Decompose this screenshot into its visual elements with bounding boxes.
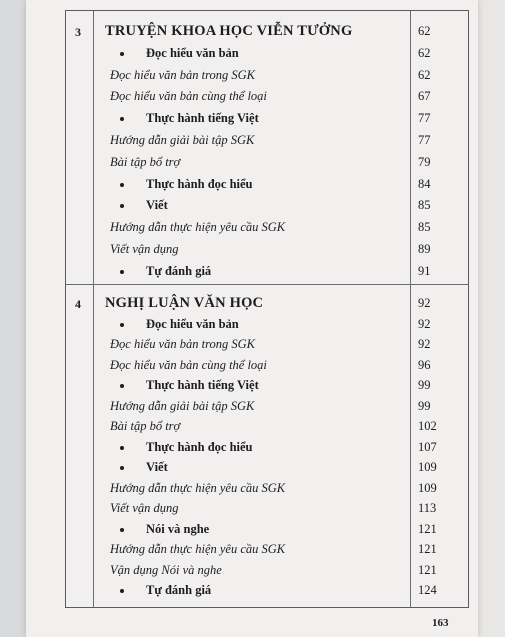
- toc-heading-row: [66, 582, 470, 604]
- toc-page-number: 99: [418, 378, 431, 392]
- toc-item-row: [66, 67, 470, 89]
- toc-page-number: 92: [418, 296, 431, 310]
- bullet-icon: [120, 183, 124, 187]
- toc-page-number: 62: [418, 67, 431, 82]
- toc-page-number: 85: [418, 220, 431, 235]
- toc-page-number: 77: [418, 133, 431, 147]
- bullet-icon: [120, 117, 124, 121]
- toc-entry-text: Hướng dẫn thực hiện yêu cầu SGK: [110, 542, 286, 556]
- toc-page-number: 109: [418, 480, 437, 495]
- toc-entry-text: Tự đánh giá: [146, 583, 212, 597]
- toc-item-row: [66, 219, 470, 241]
- toc-heading-row: [66, 176, 470, 198]
- toc-entry-text: Bài tập bổ trợ: [110, 419, 181, 433]
- toc-entry-text: Bài tập bổ trợ: [110, 154, 181, 169]
- toc-page-number: 109: [418, 460, 437, 474]
- toc-heading-row: [66, 521, 470, 543]
- toc-page-number: 84: [418, 176, 431, 191]
- bullet-icon: [120, 323, 124, 327]
- bullet-icon: [120, 446, 124, 450]
- toc-item-row: [66, 398, 470, 420]
- toc-page-number: 91: [418, 263, 431, 278]
- bullet-icon: [120, 204, 124, 208]
- toc-entry-text: Nói và nghe: [146, 521, 210, 536]
- bullet-icon: [120, 270, 124, 274]
- toc-entry-text: Viết: [146, 198, 168, 213]
- toc-heading-row: [66, 263, 470, 285]
- toc-entry-text: Đọc hiểu văn bản: [146, 45, 239, 60]
- toc-entry-text: Đọc hiểu văn bản cùng thể loại: [110, 357, 267, 372]
- toc-heading-row: [66, 197, 470, 219]
- section-number: 3: [75, 25, 81, 39]
- toc-page-number: 121: [418, 562, 437, 577]
- toc-page-number: 113: [418, 501, 437, 515]
- toc-item-row: [66, 241, 470, 263]
- toc-entry-text: Hướng dẫn giải bài tập SGK: [110, 398, 255, 413]
- section-title-row: [66, 295, 470, 317]
- toc-heading-row: [66, 439, 470, 461]
- toc-heading-row: [66, 377, 470, 399]
- toc-item-row: [66, 480, 470, 502]
- toc-item-row: [66, 336, 470, 358]
- toc-entry-text: Hướng dẫn thực hiện yêu cầu SGK: [110, 480, 286, 495]
- bullet-icon: [120, 528, 124, 532]
- bullet-icon: [120, 589, 124, 593]
- toc-entry-text: Đọc hiểu văn bản: [146, 316, 239, 331]
- toc-page-number: 102: [418, 419, 437, 433]
- toc-entry-text: Hướng dẫn thực hiện yêu cầu SGK: [110, 220, 286, 235]
- toc-heading-row: [66, 110, 470, 132]
- toc-page-number: 124: [418, 583, 437, 597]
- toc-entry-text: NGHỊ LUẬN VĂN HỌC: [105, 295, 264, 311]
- toc-heading-row: [66, 45, 470, 67]
- toc-page-number: 96: [418, 357, 431, 372]
- bullet-icon: [120, 384, 124, 388]
- toc-entry-text: Hướng dẫn giải bài tập SGK: [110, 133, 255, 147]
- toc-entry-text: TRUYỆN KHOA HỌC VIỄN TƯỞNG: [105, 23, 353, 39]
- toc-entry-text: Đọc hiểu văn bản cùng thể loại: [110, 89, 267, 104]
- section-title-row: [66, 23, 470, 45]
- section-number: 4: [75, 297, 81, 311]
- toc-page-number: 85: [418, 198, 431, 213]
- toc-item-row: [66, 500, 470, 522]
- toc-page-number: 121: [418, 542, 437, 556]
- toc-item-row: [66, 541, 470, 563]
- toc-page-number: 107: [418, 439, 437, 454]
- toc-entry-text: Thực hành đọc hiểu: [146, 439, 253, 454]
- toc-page-number: 77: [418, 111, 431, 126]
- book-page: [26, 0, 478, 637]
- toc-page-number: 67: [418, 89, 431, 104]
- toc-page-number: 99: [418, 398, 431, 413]
- toc-item-row: [66, 154, 470, 176]
- toc-entry-text: Vận dụng Nói và nghe: [110, 562, 222, 577]
- toc-entry-text: Thực hành tiếng Việt: [146, 378, 259, 392]
- toc-entry-text: Đọc hiểu văn bản trong SGK: [110, 337, 256, 351]
- toc-page-number: 89: [418, 242, 431, 256]
- toc-page-number: 92: [418, 337, 431, 351]
- toc-page-number: 62: [418, 24, 431, 38]
- toc-heading-row: [66, 459, 470, 481]
- page-number: 163: [432, 617, 449, 629]
- toc-item-row: [66, 562, 470, 584]
- bullet-icon: [120, 52, 124, 56]
- toc-page-number: 79: [418, 154, 431, 169]
- table-of-contents: [65, 10, 469, 608]
- toc-entry-text: Đọc hiểu văn bản trong SGK: [110, 67, 256, 82]
- bullet-icon: [120, 466, 124, 470]
- toc-item-row: [66, 132, 470, 154]
- toc-page-number: 121: [418, 521, 437, 536]
- toc-entry-text: Tự đánh giá: [146, 263, 212, 278]
- toc-entry-text: Viết: [146, 460, 168, 474]
- adjacent-page-edge: [478, 0, 505, 637]
- toc-item-row: [66, 418, 470, 440]
- toc-entry-text: Thực hành đọc hiểu: [146, 176, 253, 191]
- toc-heading-row: [66, 316, 470, 338]
- toc-entry-text: Viết vận dụng: [110, 501, 179, 515]
- toc-item-row: [66, 88, 470, 110]
- toc-item-row: [66, 357, 470, 379]
- toc-entry-text: Thực hành tiếng Việt: [146, 111, 259, 126]
- toc-page-number: 92: [418, 316, 431, 331]
- toc-page-number: 62: [418, 45, 431, 60]
- toc-entry-text: Viết vận dụng: [110, 242, 179, 256]
